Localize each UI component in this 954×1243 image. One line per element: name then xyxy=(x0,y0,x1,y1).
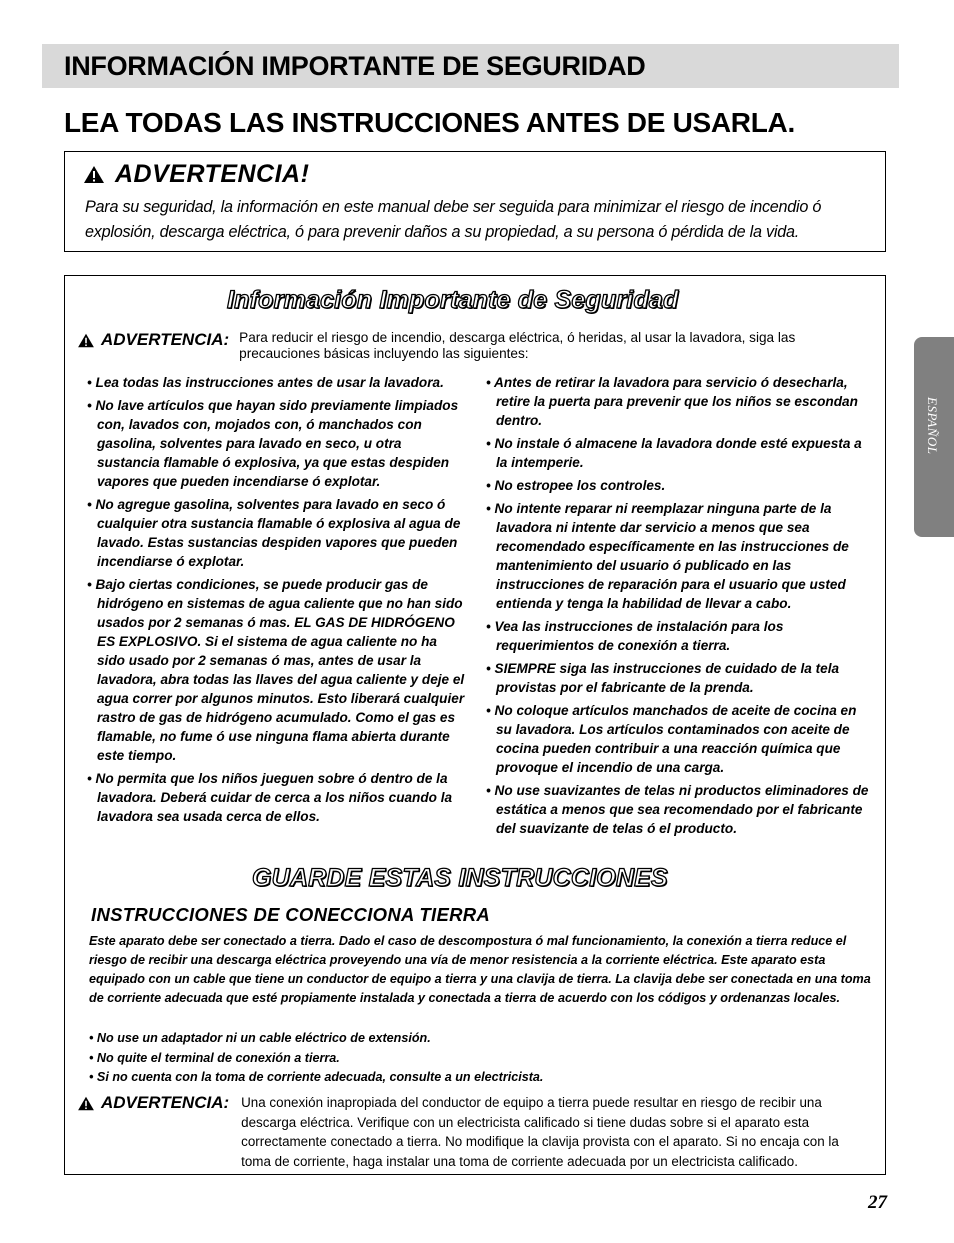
list-item: • No lave artículos que hayan sido previamente limpiados con, lavados con, mojados con, ó manchados con gasolina, solventes para lavado en seco, u otra sustancia flamable ó explosiva, ya que estas despiden vapores que pueden incendiarse ó explotar. xyxy=(87,396,467,491)
warning-heading-text: ADVERTENCIA! xyxy=(115,160,310,188)
grounding-text: Este aparato debe ser conectado a tierra. Dado el caso de descompostura ó mal funcionamiento, la conexión a tierra reduce el riesgo de recibir una descarga eléctrica proveyendo una vía de menor resistencia a la corriente eléctrica. Este aparato esta equipado con un cable que tiene un conductor de equipo a tierra y una clavija de tierra. La clavija debe ser conectada en una toma de corriente adecuada que esté propiamente instalada y conectada a tierra de acuerdo con los códigos y ordenanzas locales. xyxy=(89,934,871,1005)
page-title-bar xyxy=(42,44,899,88)
list-item: • No permita que los niños jueguen sobre ó dentro de la lavadora. Deberá cuidar de cerca a los niños cuando la lavadora sea usada cerca de ellos. xyxy=(87,769,467,826)
list-item: • No quite el terminal de conexión a tierra. xyxy=(89,1049,879,1069)
safety-info-box xyxy=(64,275,886,1175)
list-item: • Vea las instrucciones de instalación para los requerimientos de conexión a tierra. xyxy=(486,617,871,655)
page-subtitle: LEA TODAS LAS INSTRUCCIONES ANTES DE USARLA. xyxy=(64,107,795,138)
warning-triangle-icon xyxy=(77,1096,95,1111)
list-item: • SIEMPRE siga las instrucciones de cuidado de la tela provistas por el fabricante de la prenda. xyxy=(486,659,871,697)
section-title: Información Importante de Seguridad xyxy=(227,286,679,314)
warning-text: Para su seguridad, la información en este manual debe ser seguida para minimizar el riesgo de incendio ó explosión, descarga eléctrica, ó para prevenir daños a su propiedad, a su persona ó pérdida de la vida. xyxy=(85,198,822,241)
list-item: • Si no cuenta con la toma de corriente adecuada, consulte a un electricista. xyxy=(89,1068,879,1088)
list-item: • Lea todas las instrucciones antes de usar la lavadora. xyxy=(87,373,467,392)
warning-heading xyxy=(83,160,309,189)
list-item: • No agregue gasolina, solventes para lavado en seco ó cualquier otra sustancia flamable ó explosiva al agua de lavado. Estas sustancias despiden vapores que pueden incendiarse ó explotar. xyxy=(87,495,467,571)
warning-label-text: ADVERTENCIA: xyxy=(101,1093,230,1112)
language-tab xyxy=(914,337,954,537)
warning-row xyxy=(77,330,877,362)
warning-triangle-icon xyxy=(77,333,95,348)
warning-label xyxy=(77,1093,229,1113)
grounding-title: INSTRUCCIONES DE CONECCIONA TIERRA xyxy=(91,904,491,925)
warning-triangle-icon xyxy=(83,165,105,184)
grounding-list xyxy=(89,1029,879,1088)
list-item: • No coloque artículos manchados de aceite de cocina en su lavadora. Los artículos contaminados con aceite de cocina pueden contribuir a una reacción química que provoque el incendio de una carga. xyxy=(486,701,871,777)
list-item: • No use suavizantes de telas ni productos eliminadores de estática a menos que sea recomendado por el fabricante del suavizante de telas ó el producto. xyxy=(486,781,871,838)
list-item: • No instale ó almacene la lavadora donde esté expuesta a la intemperie. xyxy=(486,434,871,472)
warning-label-text: ADVERTENCIA: xyxy=(101,330,230,349)
warning-box xyxy=(64,151,886,252)
precautions-left-list xyxy=(87,373,467,830)
grounding-warning-row xyxy=(77,1093,882,1171)
list-item: • Bajo ciertas condiciones, se puede producir gas de hidrógeno en sistemas de agua caliente que no han sido usados por 2 semanas ó mas. EL GAS DE HIDRÓGENO ES EXPLOSIVO. Si el sistema de agua caliente no ha sido usado por 2 semanas ó mas, antes de usar la lavadora, abra todas las llaves del agua caliente y deje el agua correr por algunos minutos. Esto liberará cualquier rastro de gas de hidrógeno acumulado. Como el gas es flamable, no fume ó use ninguna flama abierta durante este tiempo. xyxy=(87,575,467,765)
precautions-right-list xyxy=(486,373,871,842)
page-title: INFORMACIÓN IMPORTANTE DE SEGURIDAD xyxy=(64,51,646,81)
language-tab-label: ESPAÑOL xyxy=(925,397,940,455)
warning-label xyxy=(77,330,229,350)
list-item: • Antes de retirar la lavadora para servicio ó desecharla, retire la puerta para prevenir que los niños se escondan dentro. xyxy=(486,373,871,430)
grounding-warning-body: Una conexión inapropiada del conductor de equipo a tierra puede resultar en riesgo de recibir una descarga eléctrica. Verifique con un electricista calificado si tiene dudas sobre si el aparato esta correctamente conectado a tierra. No modifique la clavija provista con el aparato. Si no encaja con la toma de corriente, haga instalar una toma de corriente adecuada por un electricista calificado. xyxy=(241,1095,839,1169)
warning-body: Para reducir el riesgo de incendio, descarga eléctrica, ó heridas, al usar la lavadora, siga las precauciones básicas incluyendo las siguientes: xyxy=(239,330,796,361)
list-item: • No estropee los controles. xyxy=(486,476,871,495)
list-item: • No use un adaptador ni un cable eléctrico de extensión. xyxy=(89,1029,879,1049)
save-instructions-title: GUARDE ESTAS INSTRUCCIONES xyxy=(252,864,668,892)
page-number: 27 xyxy=(868,1192,887,1213)
list-item: • No intente reparar ni reemplazar ninguna parte de la lavadora ni intente dar servicio a menos que sea recomendado específicamente en las instrucciones de mantenimiento del usuario ó publicado en las instrucciones de reparación para el usuario que usted entienda y tenga la habilidad de llevar a cabo. xyxy=(486,499,871,613)
